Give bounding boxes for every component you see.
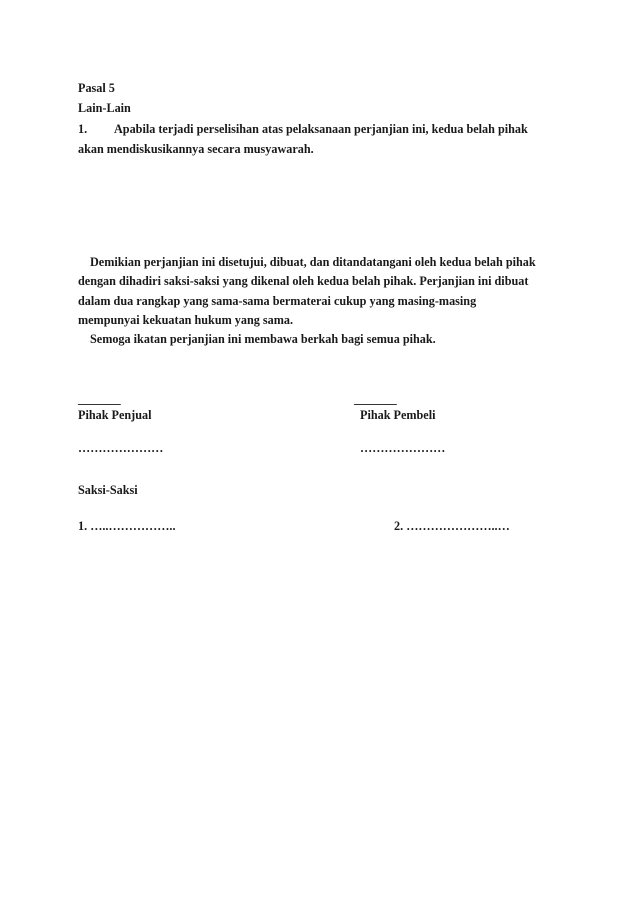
pasal-heading: Pasal 5 xyxy=(78,81,115,95)
pasal-item-text-line2: akan mendiskusikannya secara musyawarah. xyxy=(78,142,314,156)
pasal-item-text-line1: Apabila terjadi perselisihan atas pelaksanaan perjanjian ini, kedua belah pihak xyxy=(114,122,528,136)
pasal-subheading: Lain-Lain xyxy=(78,101,131,115)
seller-signature-line: _______ xyxy=(78,392,121,406)
closing-paragraph-line3: dalam dua rangkap yang sama-sama bermaterai cukup yang masing-masing xyxy=(78,294,477,308)
buyer-name-placeholder: ………………… xyxy=(360,441,446,455)
closing-paragraph-line2: dengan dihadiri saksi-saksi yang dikenal oleh kedua belah pihak. Perjanjian ini dibuat xyxy=(78,274,529,288)
witness-1: 1. …..…………….. xyxy=(78,519,176,533)
closing-blessing: Semoga ikatan perjanjian ini membawa berkah bagi semua pihak. xyxy=(90,332,436,346)
pasal-item-number: 1. xyxy=(78,122,88,136)
buyer-signature-line: _______ xyxy=(354,392,397,406)
closing-paragraph-line4: mempunyai kekuatan hukum yang sama. xyxy=(78,313,294,327)
witnesses-heading: Saksi-Saksi xyxy=(78,483,138,497)
closing-paragraph-line1: Demikian perjanjian ini disetujui, dibuat, dan ditandatangani oleh kedua belah pihak xyxy=(90,255,536,269)
seller-label: Pihak Penjual xyxy=(78,408,152,422)
pasal-item-1 xyxy=(78,121,528,137)
seller-name-placeholder: ………………… xyxy=(78,441,164,455)
buyer-label: Pihak Pembeli xyxy=(360,408,436,422)
witness-2: 2. …………………..… xyxy=(394,519,510,533)
